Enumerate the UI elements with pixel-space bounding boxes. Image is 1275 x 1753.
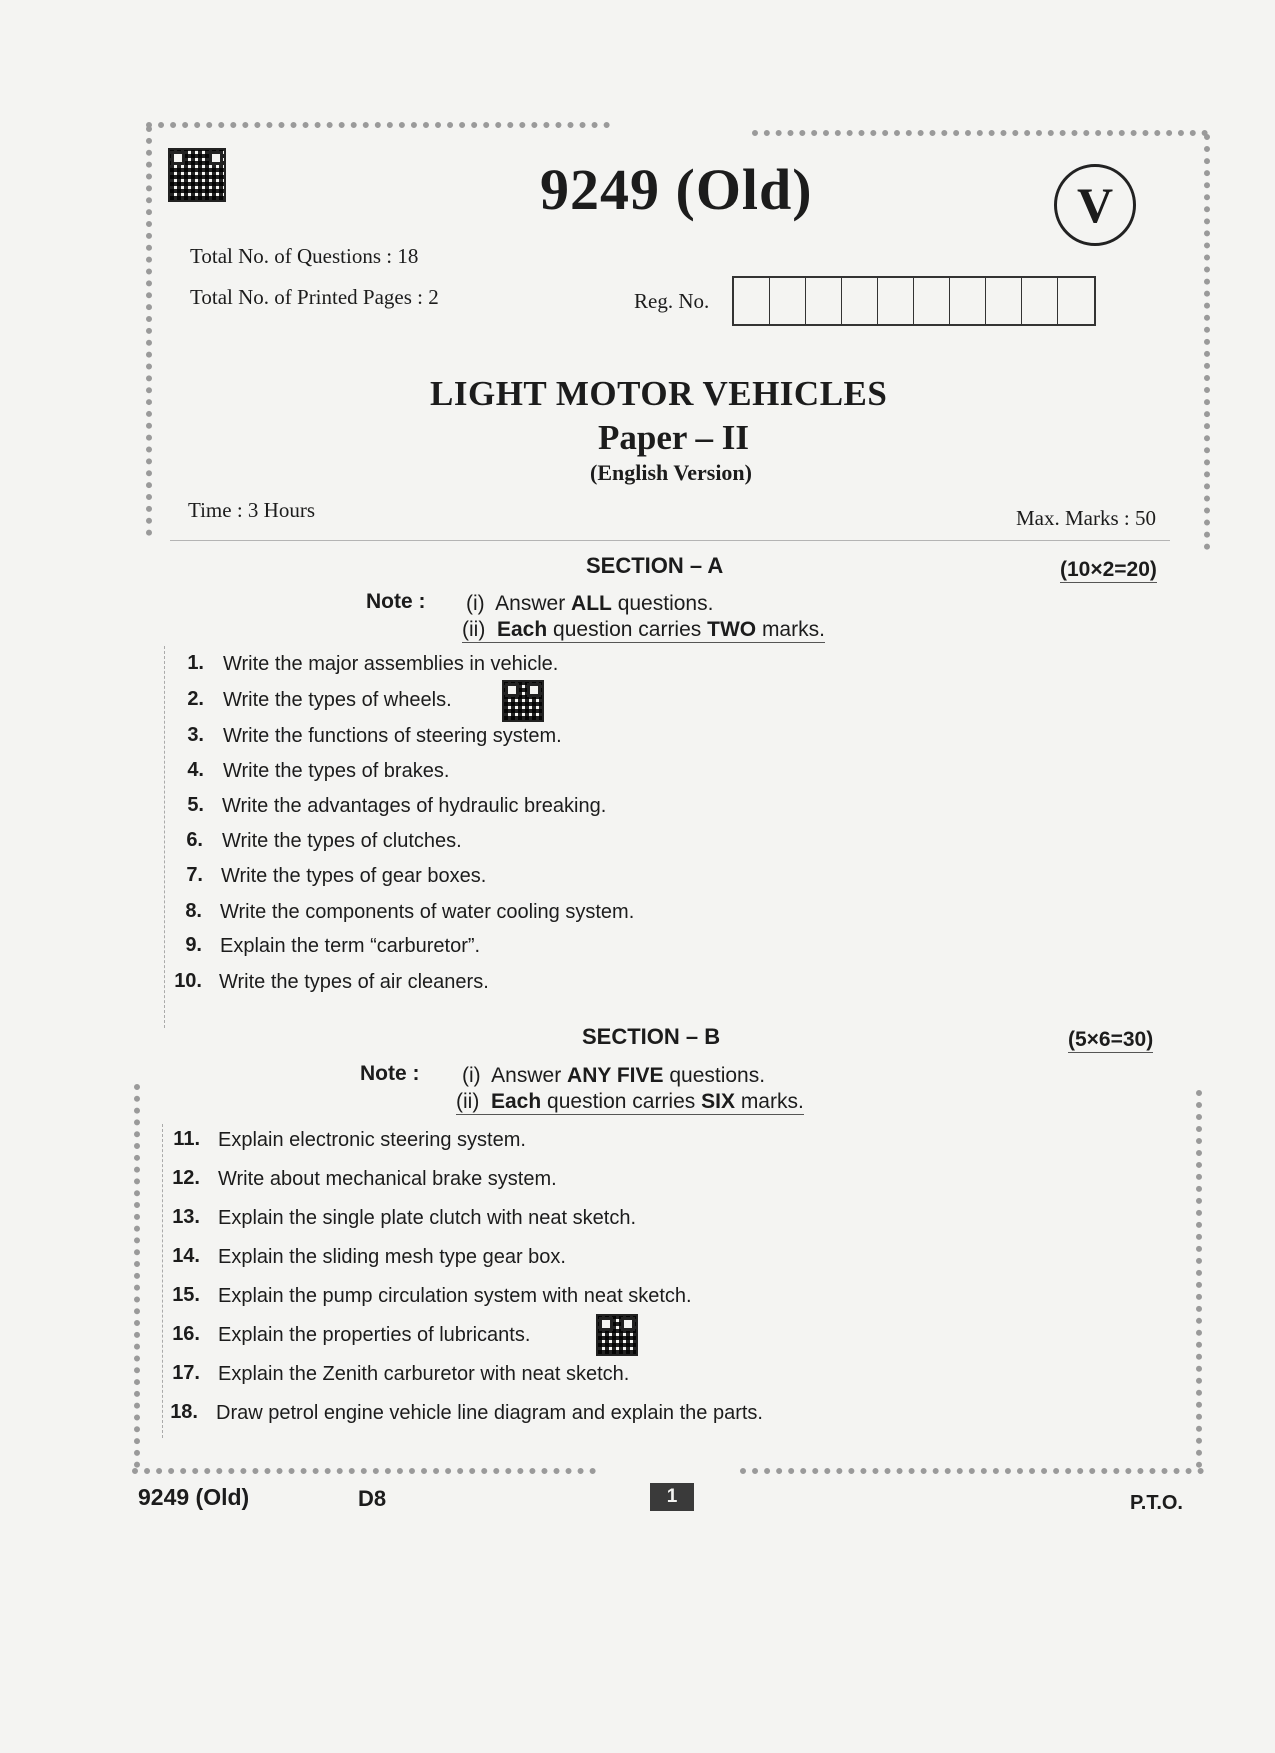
section-b-marks: (5×6=30): [1068, 1028, 1154, 1051]
question-text: Explain electronic steering system.: [218, 1129, 526, 1151]
note-text: question carries: [541, 1090, 702, 1113]
reg-no-box: [914, 278, 950, 324]
header-divider: [170, 540, 1170, 541]
section-a-note-1: [466, 592, 713, 616]
page-number-label: 1: [666, 1486, 678, 1507]
question-text: Write the types of brakes.: [223, 760, 450, 782]
exam-time: Time : 3 Hours: [188, 498, 315, 522]
note-emphasis: SIX: [701, 1090, 735, 1113]
question-number: 1.: [187, 652, 204, 674]
reg-no-box: [1058, 278, 1094, 324]
question-text: Write the types of clutches.: [222, 830, 462, 852]
dotted-border-bottom-left: [132, 1468, 596, 1474]
language-version: (English Version): [590, 460, 752, 485]
question-text: Write the major assemblies in vehicle.: [223, 653, 559, 675]
dotted-border-bottom-right: [740, 1468, 1204, 1474]
question-number: 10.: [174, 970, 202, 992]
note-number: (i): [466, 592, 485, 615]
paper-code: 9249 (Old): [540, 157, 813, 222]
note-emphasis: TWO: [707, 618, 757, 641]
reg-no-label: Reg. No.: [634, 289, 710, 313]
question-number: 3.: [187, 724, 204, 746]
footer-paper-code: 9249 (Old): [138, 1484, 250, 1510]
question-text: Explain the sliding mesh type gear box.: [218, 1246, 566, 1268]
reg-no-boxes: [732, 276, 1096, 326]
question-number: 8.: [185, 900, 202, 922]
dotted-border-top-left: [146, 122, 610, 128]
version-badge-label: V: [1076, 177, 1114, 233]
note-emphasis: ALL: [571, 592, 612, 615]
qr-code-icon: [168, 148, 226, 202]
question-number: 12.: [172, 1167, 200, 1189]
question-text: Explain the Zenith carburetor with neat sketch.: [218, 1363, 630, 1385]
question-number: 16.: [172, 1323, 200, 1345]
note-text: questions.: [663, 1064, 766, 1087]
note-text: questions.: [611, 592, 714, 615]
question-number: 2.: [187, 688, 204, 710]
note-emphasis: Each: [497, 618, 548, 641]
question-number: 14.: [172, 1245, 200, 1267]
question-text: Explain the single plate clutch with neat sketch.: [218, 1207, 637, 1229]
question-text: Write the components of water cooling system.: [220, 901, 635, 923]
please-turn-over: P.T.O.: [1130, 1492, 1183, 1514]
question-text: Write the functions of steering system.: [223, 725, 562, 747]
note-text: marks.: [734, 1090, 804, 1113]
question-text: Explain the term “carburetor”.: [220, 935, 481, 957]
note-emphasis: Each: [491, 1090, 542, 1113]
question-number: 18.: [170, 1401, 198, 1423]
dotted-border-top-right: [752, 130, 1208, 136]
dotted-border-lower-left: [134, 1084, 140, 1468]
note-number: (i): [462, 1064, 481, 1087]
footer-set-code: D8: [358, 1486, 387, 1511]
question-text: Explain the properties of lubricants.: [218, 1324, 531, 1346]
max-marks: Max. Marks : 50: [1016, 506, 1156, 530]
dotted-border-lower-right: [1196, 1090, 1202, 1468]
reg-no-box: [734, 278, 770, 324]
reg-no-box: [878, 278, 914, 324]
section-a-marks: (10×2=20): [1060, 558, 1157, 581]
section-b-note-1: [462, 1064, 765, 1088]
section-a-title: SECTION – A: [586, 553, 724, 578]
section-b-note-2: [456, 1090, 804, 1115]
question-number: 11.: [173, 1128, 200, 1150]
version-badge: [1054, 164, 1136, 246]
reg-no-box: [950, 278, 986, 324]
question-number: 6.: [186, 829, 203, 851]
page-number: [650, 1483, 694, 1511]
question-text: Write the advantages of hydraulic breaking.: [222, 795, 607, 817]
question-number: 9.: [185, 934, 202, 956]
note-emphasis: ANY FIVE: [567, 1064, 664, 1087]
qr-code-icon: [596, 1314, 638, 1356]
total-questions: Total No. of Questions : 18: [190, 244, 419, 268]
reg-no-box: [842, 278, 878, 324]
note-text: Answer: [491, 1064, 568, 1087]
note-text: question carries: [547, 618, 708, 641]
dotted-border-right: [1204, 134, 1210, 550]
reg-no-box: [986, 278, 1022, 324]
section-a-note-label: Note :: [366, 590, 426, 613]
question-text: Draw petrol engine vehicle line diagram and explain the parts.: [216, 1402, 763, 1424]
note-text: Answer: [495, 592, 572, 615]
question-number: 5.: [187, 794, 204, 816]
dotted-border-left: [146, 126, 152, 536]
section-b-note-label: Note :: [360, 1062, 420, 1085]
question-number: 13.: [172, 1206, 200, 1228]
question-text: Write the types of air cleaners.: [219, 971, 489, 993]
note-number: (ii): [462, 618, 486, 641]
question-number: 4.: [187, 759, 204, 781]
reg-no-box: [1022, 278, 1058, 324]
note-number: (ii): [456, 1090, 480, 1113]
subject-title: LIGHT MOTOR VEHICLES: [430, 374, 888, 413]
total-pages: Total No. of Printed Pages : 2: [190, 285, 439, 309]
section-b-title: SECTION – B: [582, 1024, 721, 1049]
section-a-note-2: [462, 618, 825, 643]
question-number: 15.: [172, 1284, 200, 1306]
qr-code-icon: [502, 680, 544, 722]
note-text: marks.: [756, 618, 825, 641]
question-text: Explain the pump circulation system with neat sketch.: [218, 1285, 692, 1307]
reg-no-box: [770, 278, 806, 324]
question-text: Write the types of wheels.: [223, 689, 452, 711]
question-number: 17.: [172, 1362, 200, 1384]
question-text: Write the types of gear boxes.: [221, 865, 487, 887]
paper-number: Paper – II: [598, 418, 750, 457]
reg-no-box: [806, 278, 842, 324]
question-number: 7.: [186, 864, 203, 886]
question-text: Write about mechanical brake system.: [218, 1168, 557, 1190]
